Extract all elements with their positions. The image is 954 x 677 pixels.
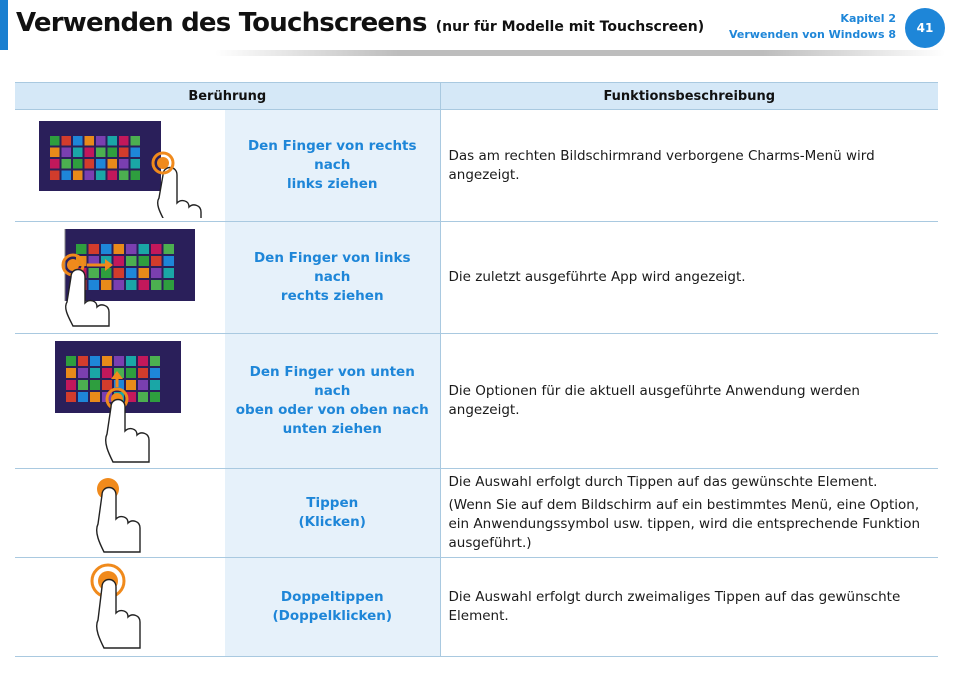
gesture-line: Doppeltippen bbox=[280, 589, 384, 605]
screen-tile bbox=[96, 171, 106, 181]
gesture-label bbox=[225, 222, 440, 334]
screen-tile bbox=[102, 368, 112, 378]
screen-tile bbox=[66, 368, 76, 378]
screen-tile bbox=[151, 280, 162, 290]
screen-tile bbox=[89, 280, 100, 290]
screen-tile bbox=[73, 171, 83, 181]
gesture-label bbox=[225, 334, 440, 469]
screen-tile bbox=[50, 159, 60, 169]
screen-tile bbox=[139, 256, 150, 266]
gesture-label bbox=[225, 558, 440, 657]
screen-tile bbox=[114, 244, 125, 254]
screen-tile bbox=[108, 148, 118, 158]
description-text: Die Optionen für die aktuell ausgeführte Anwendung werden angezeigt. bbox=[448, 383, 860, 418]
screen-tile bbox=[62, 136, 72, 146]
screen-tile bbox=[131, 171, 141, 181]
screen-tile bbox=[62, 148, 72, 158]
title-main: Verwenden des Touchscreens bbox=[16, 8, 427, 38]
gesture-line: Den Finger von rechts nach bbox=[247, 138, 417, 173]
screen-tile bbox=[90, 356, 100, 366]
description bbox=[440, 334, 938, 469]
screen-tile bbox=[114, 356, 124, 366]
screen-tile bbox=[150, 368, 160, 378]
description-text: Die Auswahl erfolgt durch zweimaliges Tippen auf das gewünschte Element. bbox=[448, 589, 901, 624]
header-beruehrung: Berührung bbox=[15, 83, 440, 110]
screen-tile bbox=[119, 136, 129, 146]
screen-tile bbox=[78, 380, 88, 390]
chapter-info bbox=[729, 11, 896, 43]
gesture-line: links ziehen bbox=[286, 176, 378, 192]
screen-tile bbox=[138, 368, 148, 378]
screen-tile bbox=[102, 380, 112, 390]
double-tap-illustration bbox=[15, 558, 225, 657]
screen-tile bbox=[76, 244, 87, 254]
gesture-line: Den Finger von links nach bbox=[253, 250, 411, 285]
screen-tile bbox=[138, 380, 148, 390]
screen-tile bbox=[150, 380, 160, 390]
gesture-line: oben oder von oben nach bbox=[235, 402, 429, 418]
screen-tile bbox=[164, 256, 175, 266]
screen-tile bbox=[85, 159, 95, 169]
screen-tile bbox=[138, 392, 148, 402]
screen-tile bbox=[78, 356, 88, 366]
screen-tile bbox=[90, 380, 100, 390]
screen-tile bbox=[108, 159, 118, 169]
table-row bbox=[15, 110, 938, 222]
screen-tile bbox=[151, 256, 162, 266]
screen-tile bbox=[164, 244, 175, 254]
screen-tile bbox=[126, 256, 137, 266]
screen-tile bbox=[101, 280, 112, 290]
screen-tile bbox=[62, 159, 72, 169]
screen-tile bbox=[126, 244, 137, 254]
screen-tile bbox=[131, 136, 141, 146]
screen-tile bbox=[78, 368, 88, 378]
screen-tile bbox=[108, 171, 118, 181]
screen-tile bbox=[90, 368, 100, 378]
table-row bbox=[15, 334, 938, 469]
table-row bbox=[15, 558, 938, 657]
screen-tile bbox=[50, 148, 60, 158]
screen-tile bbox=[90, 392, 100, 402]
screen-tile bbox=[164, 280, 175, 290]
description-text: Das am rechten Bildschirmrand verborgene Charms-Menü wird angezeigt. bbox=[448, 147, 875, 183]
chapter-name: Verwenden von Windows 8 bbox=[729, 28, 896, 41]
gesture-label bbox=[225, 110, 440, 222]
screen-tile bbox=[89, 268, 100, 278]
screen-tile bbox=[89, 244, 100, 254]
screen-tile bbox=[139, 268, 150, 278]
screen-tile bbox=[119, 171, 129, 181]
tap-illustration bbox=[15, 469, 225, 558]
screen-tile bbox=[66, 380, 76, 390]
gesture-line: rechts ziehen bbox=[280, 288, 384, 304]
screen-tile bbox=[139, 244, 150, 254]
swipe-left-illustration bbox=[15, 110, 225, 222]
swipe-up-down-illustration bbox=[15, 334, 225, 469]
gesture-line: Tippen bbox=[306, 495, 359, 511]
screen-tile bbox=[126, 380, 136, 390]
description-text: Die zuletzt ausgeführte App wird angezeigt. bbox=[448, 269, 746, 285]
screen-tile bbox=[119, 148, 129, 158]
header-divider bbox=[215, 50, 945, 56]
gesture-table bbox=[15, 82, 938, 657]
screen-tile bbox=[150, 392, 160, 402]
screen-tile bbox=[164, 268, 175, 278]
screen-tile bbox=[114, 256, 125, 266]
table-row bbox=[15, 469, 938, 558]
screen-tile bbox=[126, 356, 136, 366]
gesture-line: (Doppelklicken) bbox=[272, 608, 393, 624]
chapter-label: Kapitel 2 bbox=[840, 12, 896, 25]
swipe-right-illustration bbox=[15, 222, 225, 334]
screen-tile bbox=[96, 148, 106, 158]
screen-tile bbox=[151, 244, 162, 254]
screen-tile bbox=[131, 148, 141, 158]
screen-tile bbox=[85, 148, 95, 158]
table-header-row bbox=[15, 83, 938, 110]
screen-tile bbox=[73, 136, 83, 146]
screen-tile bbox=[78, 392, 88, 402]
screen-tile bbox=[85, 136, 95, 146]
screen-tile bbox=[66, 356, 76, 366]
gesture-line: unten ziehen bbox=[282, 421, 382, 437]
description bbox=[440, 558, 938, 657]
screen-tile bbox=[126, 268, 137, 278]
screen-tile bbox=[151, 268, 162, 278]
header-accent-bar bbox=[0, 0, 8, 50]
screen-tile bbox=[73, 148, 83, 158]
gesture-line: (Klicken) bbox=[298, 514, 366, 530]
screen-tile bbox=[66, 392, 76, 402]
page-title bbox=[16, 8, 704, 38]
screen-tile bbox=[62, 171, 72, 181]
description bbox=[440, 110, 938, 222]
gesture-label bbox=[225, 469, 440, 558]
screen-tile bbox=[114, 280, 125, 290]
description-note: (Wenn Sie auf dem Bildschirm auf ein bestimmtes Menü, eine Option, ein Anwendungssymbol usw. tippen, wird die entsprechende Funktion ausgeführt.) bbox=[448, 497, 921, 551]
screen-tile bbox=[126, 280, 137, 290]
page-number-badge: 41 bbox=[905, 8, 945, 48]
screen-tile bbox=[138, 356, 148, 366]
screen-tile bbox=[119, 159, 129, 169]
screen-tile bbox=[102, 356, 112, 366]
screen-tile bbox=[96, 136, 106, 146]
description bbox=[440, 222, 938, 334]
description-text: Die Auswahl erfolgt durch Tippen auf das gewünschte Element. bbox=[448, 474, 878, 490]
header-funktionsbeschreibung: Funktionsbeschreibung bbox=[440, 83, 938, 110]
gesture-line: Den Finger von unten nach bbox=[249, 364, 415, 399]
table-row bbox=[15, 222, 938, 334]
screen-tile bbox=[50, 136, 60, 146]
screen-tile bbox=[96, 159, 106, 169]
screen-tile bbox=[50, 171, 60, 181]
screen-tile bbox=[150, 356, 160, 366]
title-subtitle: (nur für Modelle mit Touchscreen) bbox=[435, 19, 705, 35]
screen-tile bbox=[73, 159, 83, 169]
screen-tile bbox=[85, 171, 95, 181]
description bbox=[440, 469, 938, 558]
screen-tile bbox=[131, 159, 141, 169]
screen-tile bbox=[101, 244, 112, 254]
screen-tile bbox=[108, 136, 118, 146]
screen-tile bbox=[139, 280, 150, 290]
screen-tile bbox=[126, 368, 136, 378]
screen-tile bbox=[114, 268, 125, 278]
